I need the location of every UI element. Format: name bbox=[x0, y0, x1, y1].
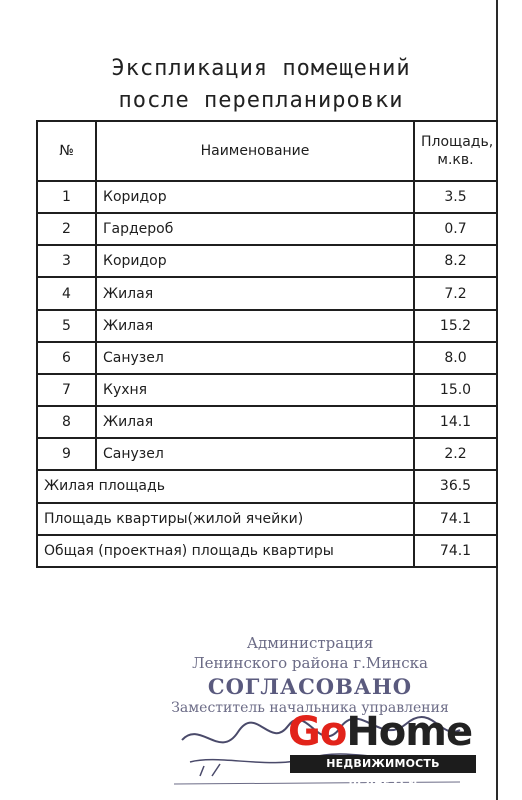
explication-table bbox=[36, 120, 498, 568]
total-row-living-area bbox=[37, 470, 497, 502]
room-area: 15.2 bbox=[414, 310, 497, 342]
room-name: Коридор bbox=[96, 181, 414, 213]
room-name: Санузел bbox=[96, 342, 414, 374]
room-area: 8.0 bbox=[414, 342, 497, 374]
total-label: Общая (проектная) площадь квартиры bbox=[37, 535, 414, 567]
total-row-apartment-area bbox=[37, 503, 497, 535]
room-area: 15.0 bbox=[414, 374, 497, 406]
room-name: Кухня bbox=[96, 374, 414, 406]
table-row bbox=[37, 438, 497, 470]
room-number: 2 bbox=[37, 213, 96, 245]
logo-home: Home bbox=[346, 709, 473, 755]
room-number: 7 bbox=[37, 374, 96, 406]
document-title: Экспликация помещений bbox=[111, 56, 411, 81]
room-name: Коридор bbox=[96, 245, 414, 277]
room-number: 6 bbox=[37, 342, 96, 374]
header-area: Площадь, м.кв. bbox=[414, 121, 497, 181]
header-name: Наименование bbox=[96, 121, 414, 181]
room-name: Жилая bbox=[96, 277, 414, 309]
table-row bbox=[37, 310, 497, 342]
table-row bbox=[37, 374, 497, 406]
table-row bbox=[37, 213, 497, 245]
stamp-line-district: Ленинского района г.Минска bbox=[192, 654, 428, 672]
room-area: 14.1 bbox=[414, 406, 497, 438]
logo-go: Go bbox=[288, 709, 347, 755]
stamp-line-position: Заместитель начальника управления bbox=[171, 700, 449, 716]
gohome-logo bbox=[288, 709, 478, 788]
room-area: 3.5 bbox=[414, 181, 497, 213]
room-number: 5 bbox=[37, 310, 96, 342]
room-number: 3 bbox=[37, 245, 96, 277]
room-area: 8.2 bbox=[414, 245, 497, 277]
room-name: Жилая bbox=[96, 310, 414, 342]
total-value: 74.1 bbox=[414, 535, 497, 567]
room-area: 2.2 bbox=[414, 438, 497, 470]
room-name: Санузел bbox=[96, 438, 414, 470]
header-number: № bbox=[37, 121, 96, 181]
table-row bbox=[37, 342, 497, 374]
logo-wordmark bbox=[288, 711, 472, 753]
room-number: 4 bbox=[37, 277, 96, 309]
table-row bbox=[37, 245, 497, 277]
room-area: 0.7 bbox=[414, 213, 497, 245]
total-label: Жилая площадь bbox=[37, 470, 414, 502]
document-subtitle: после перепланировки bbox=[118, 88, 404, 113]
room-number: 9 bbox=[37, 438, 96, 470]
table-row bbox=[37, 277, 497, 309]
stamp-line-approved: СОГЛАСОВАНО bbox=[207, 674, 413, 699]
table-header-row bbox=[37, 121, 497, 181]
logo-tagline: НЕДВИЖИМОСТЬ БЕЛАРУСИ bbox=[290, 755, 476, 773]
total-row-total-area bbox=[37, 535, 497, 567]
table-row bbox=[37, 406, 497, 438]
room-area: 7.2 bbox=[414, 277, 497, 309]
room-number: 8 bbox=[37, 406, 96, 438]
total-value: 74.1 bbox=[414, 503, 497, 535]
total-label: Площадь квартиры(жилой ячейки) bbox=[37, 503, 414, 535]
total-value: 36.5 bbox=[414, 470, 497, 502]
room-name: Жилая bbox=[96, 406, 414, 438]
room-number: 1 bbox=[37, 181, 96, 213]
table-row bbox=[37, 181, 497, 213]
room-name: Гардероб bbox=[96, 213, 414, 245]
stamp-line-administration: Администрация bbox=[246, 634, 374, 652]
